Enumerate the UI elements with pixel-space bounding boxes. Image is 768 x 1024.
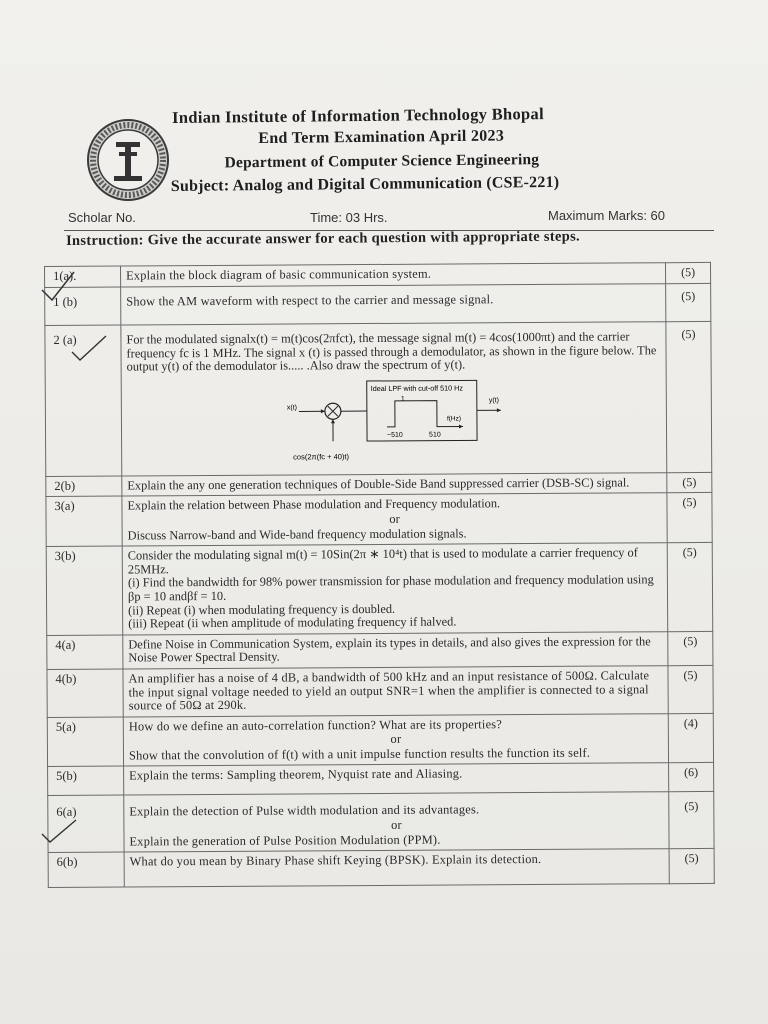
question-marks: (5) (666, 321, 712, 472)
subject-title: Subject: Analog and Digital Communication (CSE-221) (170, 173, 560, 195)
instruction-text: Instruction: Give the accurate answer for each question with appropriate steps. (66, 228, 580, 249)
question-marks: (5) (668, 665, 713, 713)
question-row (47, 631, 713, 669)
check-mark-icon (40, 270, 80, 310)
question-marks: (5) (667, 493, 712, 543)
question-cell (122, 543, 668, 635)
question-text: For the modulated signalx(t) = m(t)cos(2πfct), the message signal m(t) = 4cos(1000πt) and the carrier frequency fc is 1 MHz. The signal x (t) is passed through a demodulator, as shown in the figure below. The output y(t) of the demodulator is..... .Also draw the spectrum of y(t). (126, 329, 657, 374)
question-marks: (5) (666, 283, 711, 321)
question-text: (iii) Repeat (ii when amplitude of modulating frequency if halved. (128, 614, 457, 631)
question-row (48, 792, 714, 853)
question-number: 4(b) (47, 669, 123, 717)
question-number: 5(b) (48, 766, 124, 795)
or-separator: or (390, 732, 402, 747)
question-marks: (5) (669, 849, 714, 884)
question-row (46, 493, 712, 547)
question-marks: (5) (668, 631, 713, 665)
scholar-no-label: Scholar No. (68, 210, 136, 225)
or-separator: or (391, 817, 402, 832)
question-marks: (5) (667, 472, 712, 493)
question-text: Show the AM waveform with respect to the carrier and message signal. (121, 284, 666, 325)
time-label: Time: 03 Hrs. (310, 210, 388, 225)
question-row (48, 849, 714, 888)
question-text: An amplifier has a noise of 4 dB, a bandwidth of 500 kHz and an input resistance of 500Ω. Calculate the input signal voltage needed to yield an output SNR=1 when the amplifier is connected to a signal source of 50Ω at 290k. (123, 666, 668, 717)
question-text: Consider the modulating signal m(t) = 10Sin(2π ∗ 10⁴t) that is used to modulate a carrier frequency of 25MHz. (127, 545, 638, 577)
institute-logo (86, 118, 170, 202)
question-text: Explain the relation between Phase modulation and Frequency modulation. (127, 496, 501, 513)
check-mark-icon (40, 818, 80, 848)
figure-axis-label: f(Hz) (446, 415, 462, 423)
question-number: 3(b) (46, 546, 123, 635)
department-name: Department of Computer Science Engineering (224, 151, 540, 172)
question-table (44, 262, 715, 888)
question-text: Define Noise in Communication System, explain its types in details, and also gives the expression for the Noise Power Spectral Density. (123, 631, 668, 669)
question-marks: (6) (669, 763, 714, 792)
question-number: 4(a) (47, 635, 123, 670)
question-row (47, 713, 713, 767)
question-cell (123, 713, 668, 766)
figure-output-label: y(t) (488, 397, 499, 405)
figure-oscillator-label: cos(2π(fc + 40)t) (293, 451, 350, 462)
question-cell (124, 792, 669, 852)
question-text: Discuss Narrow-band and Wide-band frequency modulation signals. (127, 525, 467, 543)
question-number: 6(b) (48, 852, 124, 887)
demodulator-figure (287, 378, 518, 467)
question-cell (121, 322, 667, 476)
question-text: Explain the detection of Pulse width modulation and its advantages. (129, 802, 480, 819)
question-text: (i) Find the bandwidth for 98% power transmission for phase modulation and frequency modulation using βp = 10 andβf = 10. (127, 572, 654, 604)
max-marks-label: Maximum Marks: 60 (548, 208, 666, 223)
question-text: Show that the convolution of f(t) with a unit impulse function results the function its self. (128, 745, 591, 763)
exam-title: End Term Examination April 2023 (258, 127, 505, 148)
question-number: 1(a). (45, 266, 121, 287)
question-row (45, 283, 711, 325)
question-row (46, 543, 713, 636)
figure-lpf-label: Ideal LPF with cut-off 510 Hz (370, 383, 463, 393)
question-text: Explain the block diagram of basic communication system. (121, 263, 666, 287)
question-row (48, 763, 714, 796)
question-text: Explain the any one generation techniques of Double-Side Band suppressed carrier (DSB-SC) signal. (122, 472, 667, 496)
exam-header (168, 102, 728, 195)
question-text: Explain the generation of Pulse Position Modulation (PPM). (129, 832, 441, 849)
question-row (47, 665, 713, 717)
check-mark-icon (70, 334, 110, 364)
question-number: 2 (a) (45, 325, 122, 476)
question-text: What do you mean by Binary Phase shift Keying (BPSK). Explain its detection. (124, 849, 669, 887)
question-text: How do we define an auto-correlation function? What are its properties? (128, 716, 503, 734)
figure-pos-cutoff: 510 (429, 431, 441, 439)
question-marks: (5) (665, 262, 710, 283)
question-number: 5(a) (47, 717, 123, 767)
question-text: Explain the terms: Sampling theorem, Nyquist rate and Aliasing. (124, 763, 669, 795)
figure-gain-label: 1 (400, 395, 405, 403)
question-marks: (4) (668, 713, 713, 763)
question-row (45, 321, 712, 476)
question-cell (122, 493, 667, 546)
question-marks: (5) (667, 543, 713, 632)
question-number: 1 (b) (45, 287, 121, 325)
question-marks: (5) (669, 792, 714, 849)
figure-input-label: x(t) (286, 404, 298, 412)
institute-name: Indian Institute of Information Technology Bhopal (171, 104, 545, 127)
question-text: (ii) Repeat (i) when modulating frequency is doubled. (128, 601, 396, 618)
figure-neg-cutoff: −510 (387, 431, 403, 439)
question-number: 3(a) (46, 496, 122, 546)
question-number: 6(a) (48, 795, 124, 852)
question-number: 2(b) (46, 476, 122, 497)
or-separator: or (389, 511, 400, 526)
